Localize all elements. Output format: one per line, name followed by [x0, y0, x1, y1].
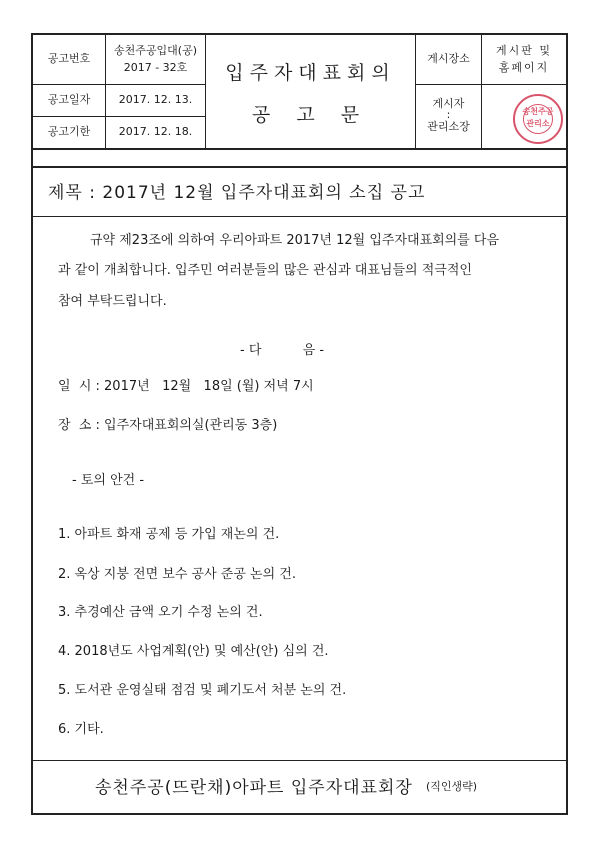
- intro-line-2: 과 같이 개최합니다. 입주민 여러분들의 많은 관심과 대표님들의 적극적인: [58, 263, 472, 278]
- agenda-item: 2. 옥상 지붕 전면 보수 공사 준공 논의 건.: [58, 567, 296, 582]
- notice-number-label: 공고번호: [47, 52, 91, 65]
- notice-period-label: 공고기한: [47, 125, 91, 138]
- section-heading: - 다 음 -: [240, 343, 325, 358]
- poster-label-3: 관리소장: [427, 120, 470, 133]
- agenda-item: 4. 2018년도 사업계획(안) 및 예산(안) 심의 건.: [58, 644, 329, 659]
- intro-line-3: 참여 부탁드립니다.: [58, 294, 167, 309]
- poster-label-1: 게시자: [432, 97, 465, 110]
- agenda-item: 5. 도서관 운영실태 점검 및 폐기도서 처분 논의 건.: [58, 683, 347, 698]
- intro-line-1: 규약 제23조에 의하여 우리아파트 2017년 12월 입주자대표회의를 다음: [90, 233, 500, 248]
- meeting-datetime: 일 시 : 2017년 12월 18일 (월) 저녁 7시: [58, 379, 314, 394]
- document-title-line-2: 공 고 문: [251, 104, 370, 126]
- frame-top-border: [31, 33, 568, 35]
- frame-bottom-border: [31, 813, 568, 815]
- agenda-item: 3. 추경예산 금액 오기 수정 논의 건.: [58, 605, 263, 620]
- frame-left-border: [31, 33, 33, 815]
- document-title-line-1: 입주자대표회의: [225, 62, 396, 84]
- post-place-value-2: 홈페이지: [498, 61, 550, 74]
- post-place-label: 게시장소: [427, 52, 470, 65]
- notice-date-label: 공고일자: [47, 93, 91, 106]
- meeting-place: 장 소 : 입주자대표회의실(관리동 3층): [58, 418, 278, 433]
- notice-number-value-1: 송천주공입대(공): [114, 44, 197, 57]
- post-place-value-1: 게시판 및: [495, 44, 552, 57]
- notice-period-value: 2017. 12. 18.: [118, 125, 193, 138]
- agenda-item: 6. 기타.: [58, 722, 104, 737]
- frame-right-border: [566, 33, 568, 815]
- header-bottom-border: [31, 148, 568, 150]
- poster-label-2: :: [446, 108, 451, 121]
- signer-name: 송천주공(뜨란채)아파트 입주자대표회장: [95, 778, 413, 798]
- subject-title: 제목 : 2017년 12월 입주자대표회의 소집 공고: [48, 183, 426, 203]
- notice-number-value-2: 2017 - 32호: [123, 61, 188, 74]
- seal-omitted-note: (직인생략): [426, 780, 478, 793]
- official-seal-stamp: 송천주공 관리소: [513, 94, 563, 144]
- notice-date-value: 2017. 12. 13.: [118, 93, 193, 106]
- agenda-heading: - 토의 안건 -: [72, 473, 145, 488]
- agenda-item: 1. 아파트 화재 공제 등 가입 재논의 건.: [58, 527, 280, 542]
